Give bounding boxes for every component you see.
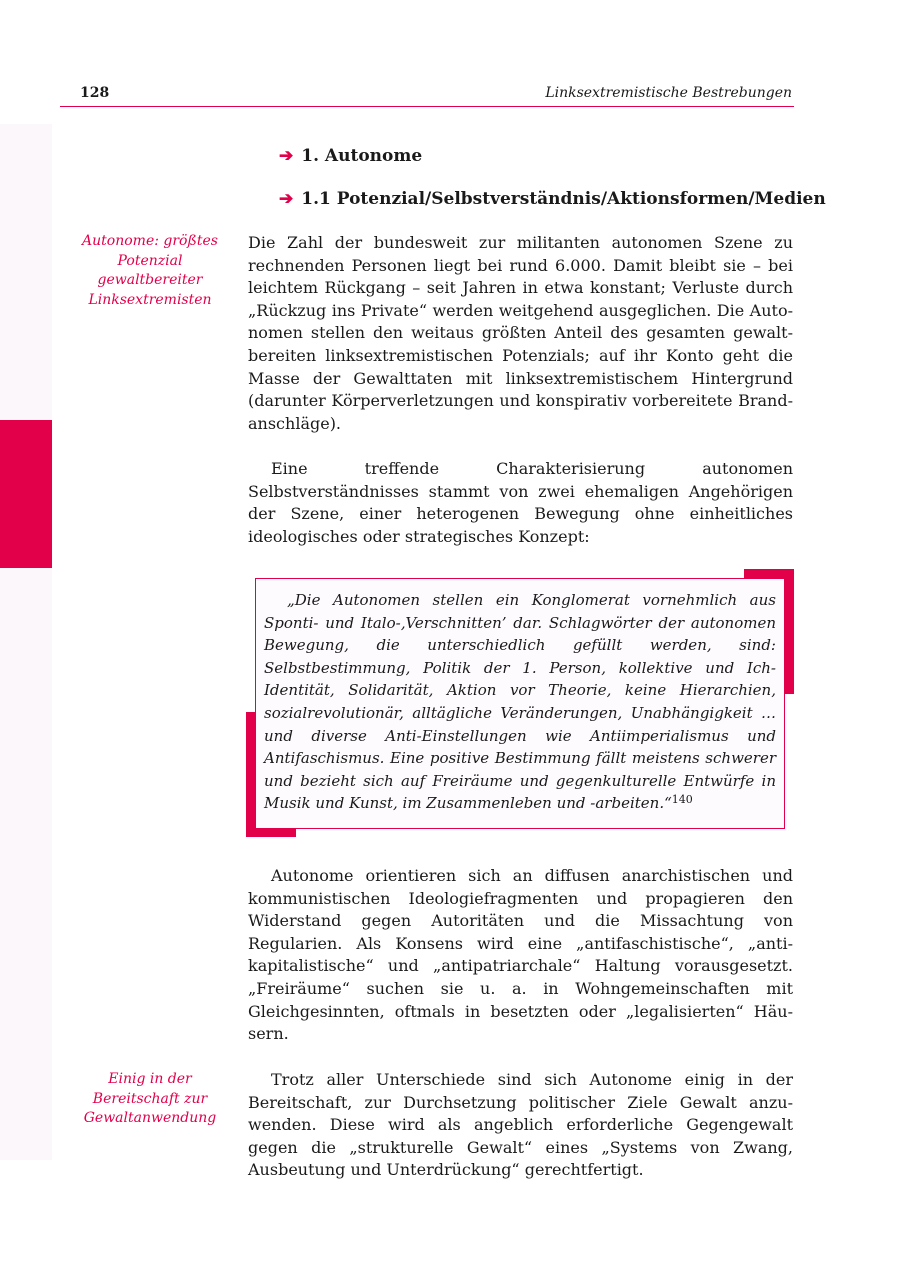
page-number: 128	[80, 85, 110, 101]
chapter-side-marker	[0, 420, 52, 568]
footnote-marker: 140	[671, 793, 693, 807]
header-rule	[60, 106, 794, 107]
body-paragraph-1: Die Zahl der bundesweit zur militanten autonomen Szene zu rechnenden Personen liegt bei rund 6.000. Damit bleibt sie – bei leichtem Rückgang – seit Jahren in etwa konstant; Verluste durch „Rückzug ins Private“ werden weitgehend ausgeglichen. Die Autonomen stellen den weitaus größten Anteil des gesamten gewaltbereiten linksextremistischen Potenzials; auf ihr Konto geht die Masse der Gewalttaten mit linksextremistischem Hintergrund (darunter Körperverletzungen und konspirativ vorbereitete Brandanschläge).	[248, 233, 793, 433]
subsection-heading-potenzial	[279, 189, 826, 209]
section-heading-autonome	[279, 146, 422, 166]
subsection-heading-text: 1.1 Potenzial/Selbstverständnis/Aktionsformen/Medien	[301, 189, 826, 209]
arrow-right-icon: ➔	[279, 189, 294, 209]
block-quote	[264, 589, 776, 815]
margin-note-gewalt: Einig in der Bereitschaft zur Gewaltanwendung	[83, 1071, 217, 1126]
body-paragraph-2: Eine treffende Charakterisierung autonomen Selbstverständnisses stammt von zwei ehemaligen Angehörigen der Szene, einer heterogenen Bewegung ohne einheitliches ideologisches oder strategisches Konzept:	[248, 459, 793, 546]
margin-note-potenzial: Autonome: größtes Potenzial gewaltbereiter Linksextremisten	[82, 233, 218, 308]
body-paragraph-3: Autonome orientieren sich an diffusen anarchistischen und kommunistischen Ideologiefragmenten und propagieren den Widerstand gegen Autoritäten und die Missachtung von Regularien. Als Konsens wird eine „antifaschistische“, „antikapitalistische“ und „antipatriarchale“ Haltung vorausgesetzt. „Freiräume“ suchen sie u. a. in Wohngemeinschaften mit Gleichgesinnten, oftmals in besetzten oder „legalisierten“ Häusern.	[248, 866, 793, 1044]
section-heading-text: 1. Autonome	[301, 146, 423, 166]
running-head: Linksextremistische Bestrebungen	[545, 85, 792, 101]
left-margin-panel	[0, 124, 52, 1160]
quote-text: „Die Autonomen stellen ein Konglomerat vornehmlich aus Sponti- und Italo-‚Verschnitten’ dar. Schlagwörter der autonomen Bewegung, die unterschiedlich gefüllt werden, sind: Selbstbestimmung, Politik der 1. Person, kollektive und Ich-Identität, Solidarität, Aktion vor Theorie, keine Hierarchien, sozialrevolutionär, alltägliche Veränderungen, Unabhängigkeit … und diverse Anti-Einstellungen wie Antiimperialismus und Antifaschismus. Eine positive Bestimmung fällt meistens schwerer und bezieht sich auf Freiräume und gegenkulturelle Entwürfe in Musik und Kunst, im Zusammenleben und -arbeiten.“	[264, 591, 776, 813]
arrow-right-icon: ➔	[279, 146, 294, 166]
body-paragraph-4: Trotz aller Unterschiede sind sich Autonome einig in der Bereitschaft, zur Durchsetzung politischer Ziele Gewalt anzuwenden. Diese wird als angeblich erforderliche Gegengewalt gegen die „strukturelle Gewalt“ eines „Systems von Zwang, Ausbeutung und Unterdrückung“ gerechtfertigt.	[248, 1070, 793, 1180]
